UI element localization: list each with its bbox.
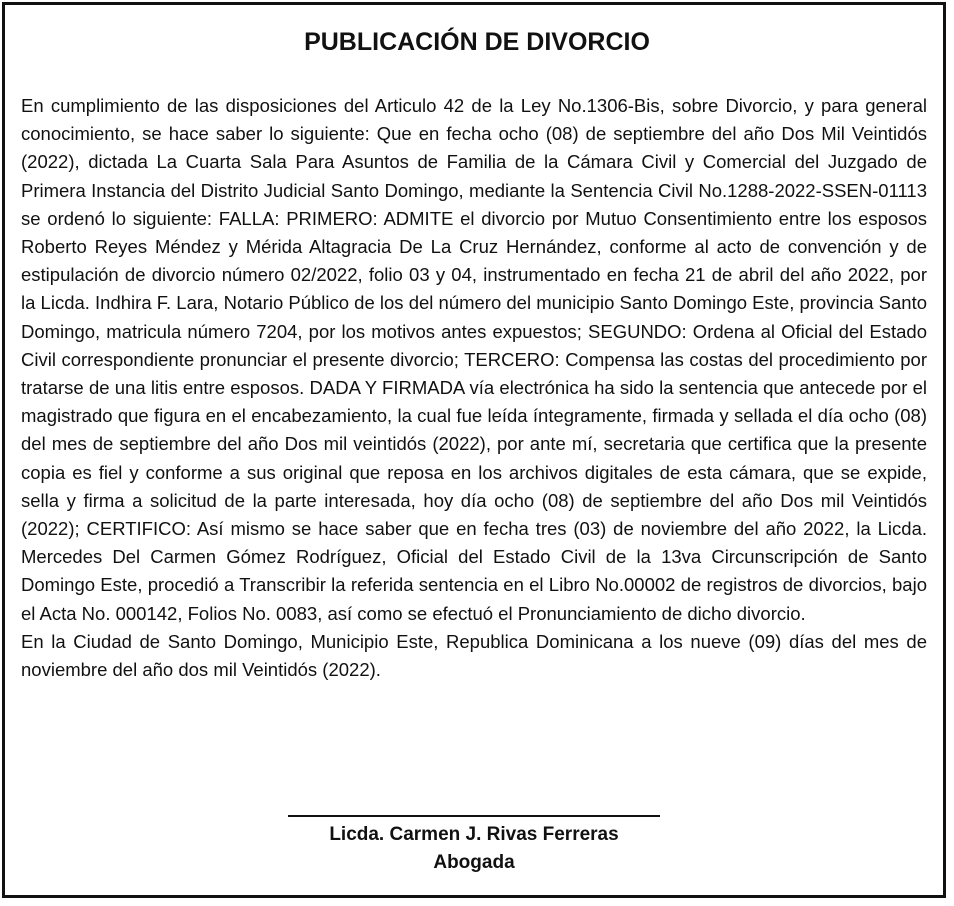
signature-role: Abogada	[433, 852, 515, 873]
document-title: PUBLICACIÓN DE DIVORCIO	[304, 28, 650, 56]
document-body	[21, 92, 927, 684]
body-paragraph-main: En cumplimiento de las disposiciones del Articulo 42 de la Ley No.1306-Bis, sobre Divorcio, y para general conocimiento, se hace saber lo siguiente: Que en fecha ocho (08) de septiembre del año Dos Mil Veintidós (2022), dictada La Cuarta Sala Para Asuntos de Familia de la Cámara Civil y Comercial del Juzgado de Primera Instancia del Distrito Judicial Santo Domingo, mediante la Sentencia Civil No.1288-2022-SSEN-01113 se ordenó lo siguiente: FALLA: PRIMERO: ADMITE el divorcio por Mutuo Consentimiento entre los esposos Roberto Reyes Méndez y Mérida Altagracia De La Cruz Hernández, conforme al acto de convención y de estipulación de divorcio número 02/2022, folio 03 y 04, instrumentado en fecha 21 de abril del año 2022, por la Licda. Indhira F. Lara, Notario Público de los del número del municipio Santo Domingo Este, provincia Santo Domingo, matricula número 7204, por los motivos antes expuestos; SEGUNDO: Ordena al Oficial del Estado Civil correspondiente pronunciar el presente divorcio; TERCERO: Compensa las costas del procedimiento por tratarse de una litis entre esposos. DADA Y FIRMADA vía electrónica ha sido la sentencia que antecede por el magistrado que figura en el encabezamiento, la cual fue leída íntegramente, firmada y sellada el día ocho (08) del mes de septiembre del año Dos mil veintidós (2022), por ante mí, secretaria que certifica que la presente copia es fiel y conforme a sus original que reposa en los archivos digitales de esta cámara, que se expide, sella y firma a solicitud de la parte interesada, hoy día ocho (08) de septiembre del año Dos mil Veintidós (2022); CERTIFICO: Así mismo se hace saber que en fecha tres (03) de noviembre del año 2022, la Licda. Mercedes Del Carmen Gómez Rodríguez, Oficial del Estado Civil de la 13va Circunscripción de Santo Domingo Este, procedió a Transcribir la referida sentencia en el Libro No.00002 de registros de divorcios, bajo el Acta No. 000142, Folios No. 0083, así como se efectuó el Pronunciamiento de dicho divorcio.	[21, 95, 927, 624]
body-paragraph-closing: En la Ciudad de Santo Domingo, Municipio Este, Republica Dominicana a los nueve (09) días del mes de noviembre del año dos mil Veintidós (2022).	[21, 630, 927, 681]
signature-line	[288, 815, 660, 817]
signature-name: Licda. Carmen J. Rivas Ferreras	[329, 824, 619, 845]
